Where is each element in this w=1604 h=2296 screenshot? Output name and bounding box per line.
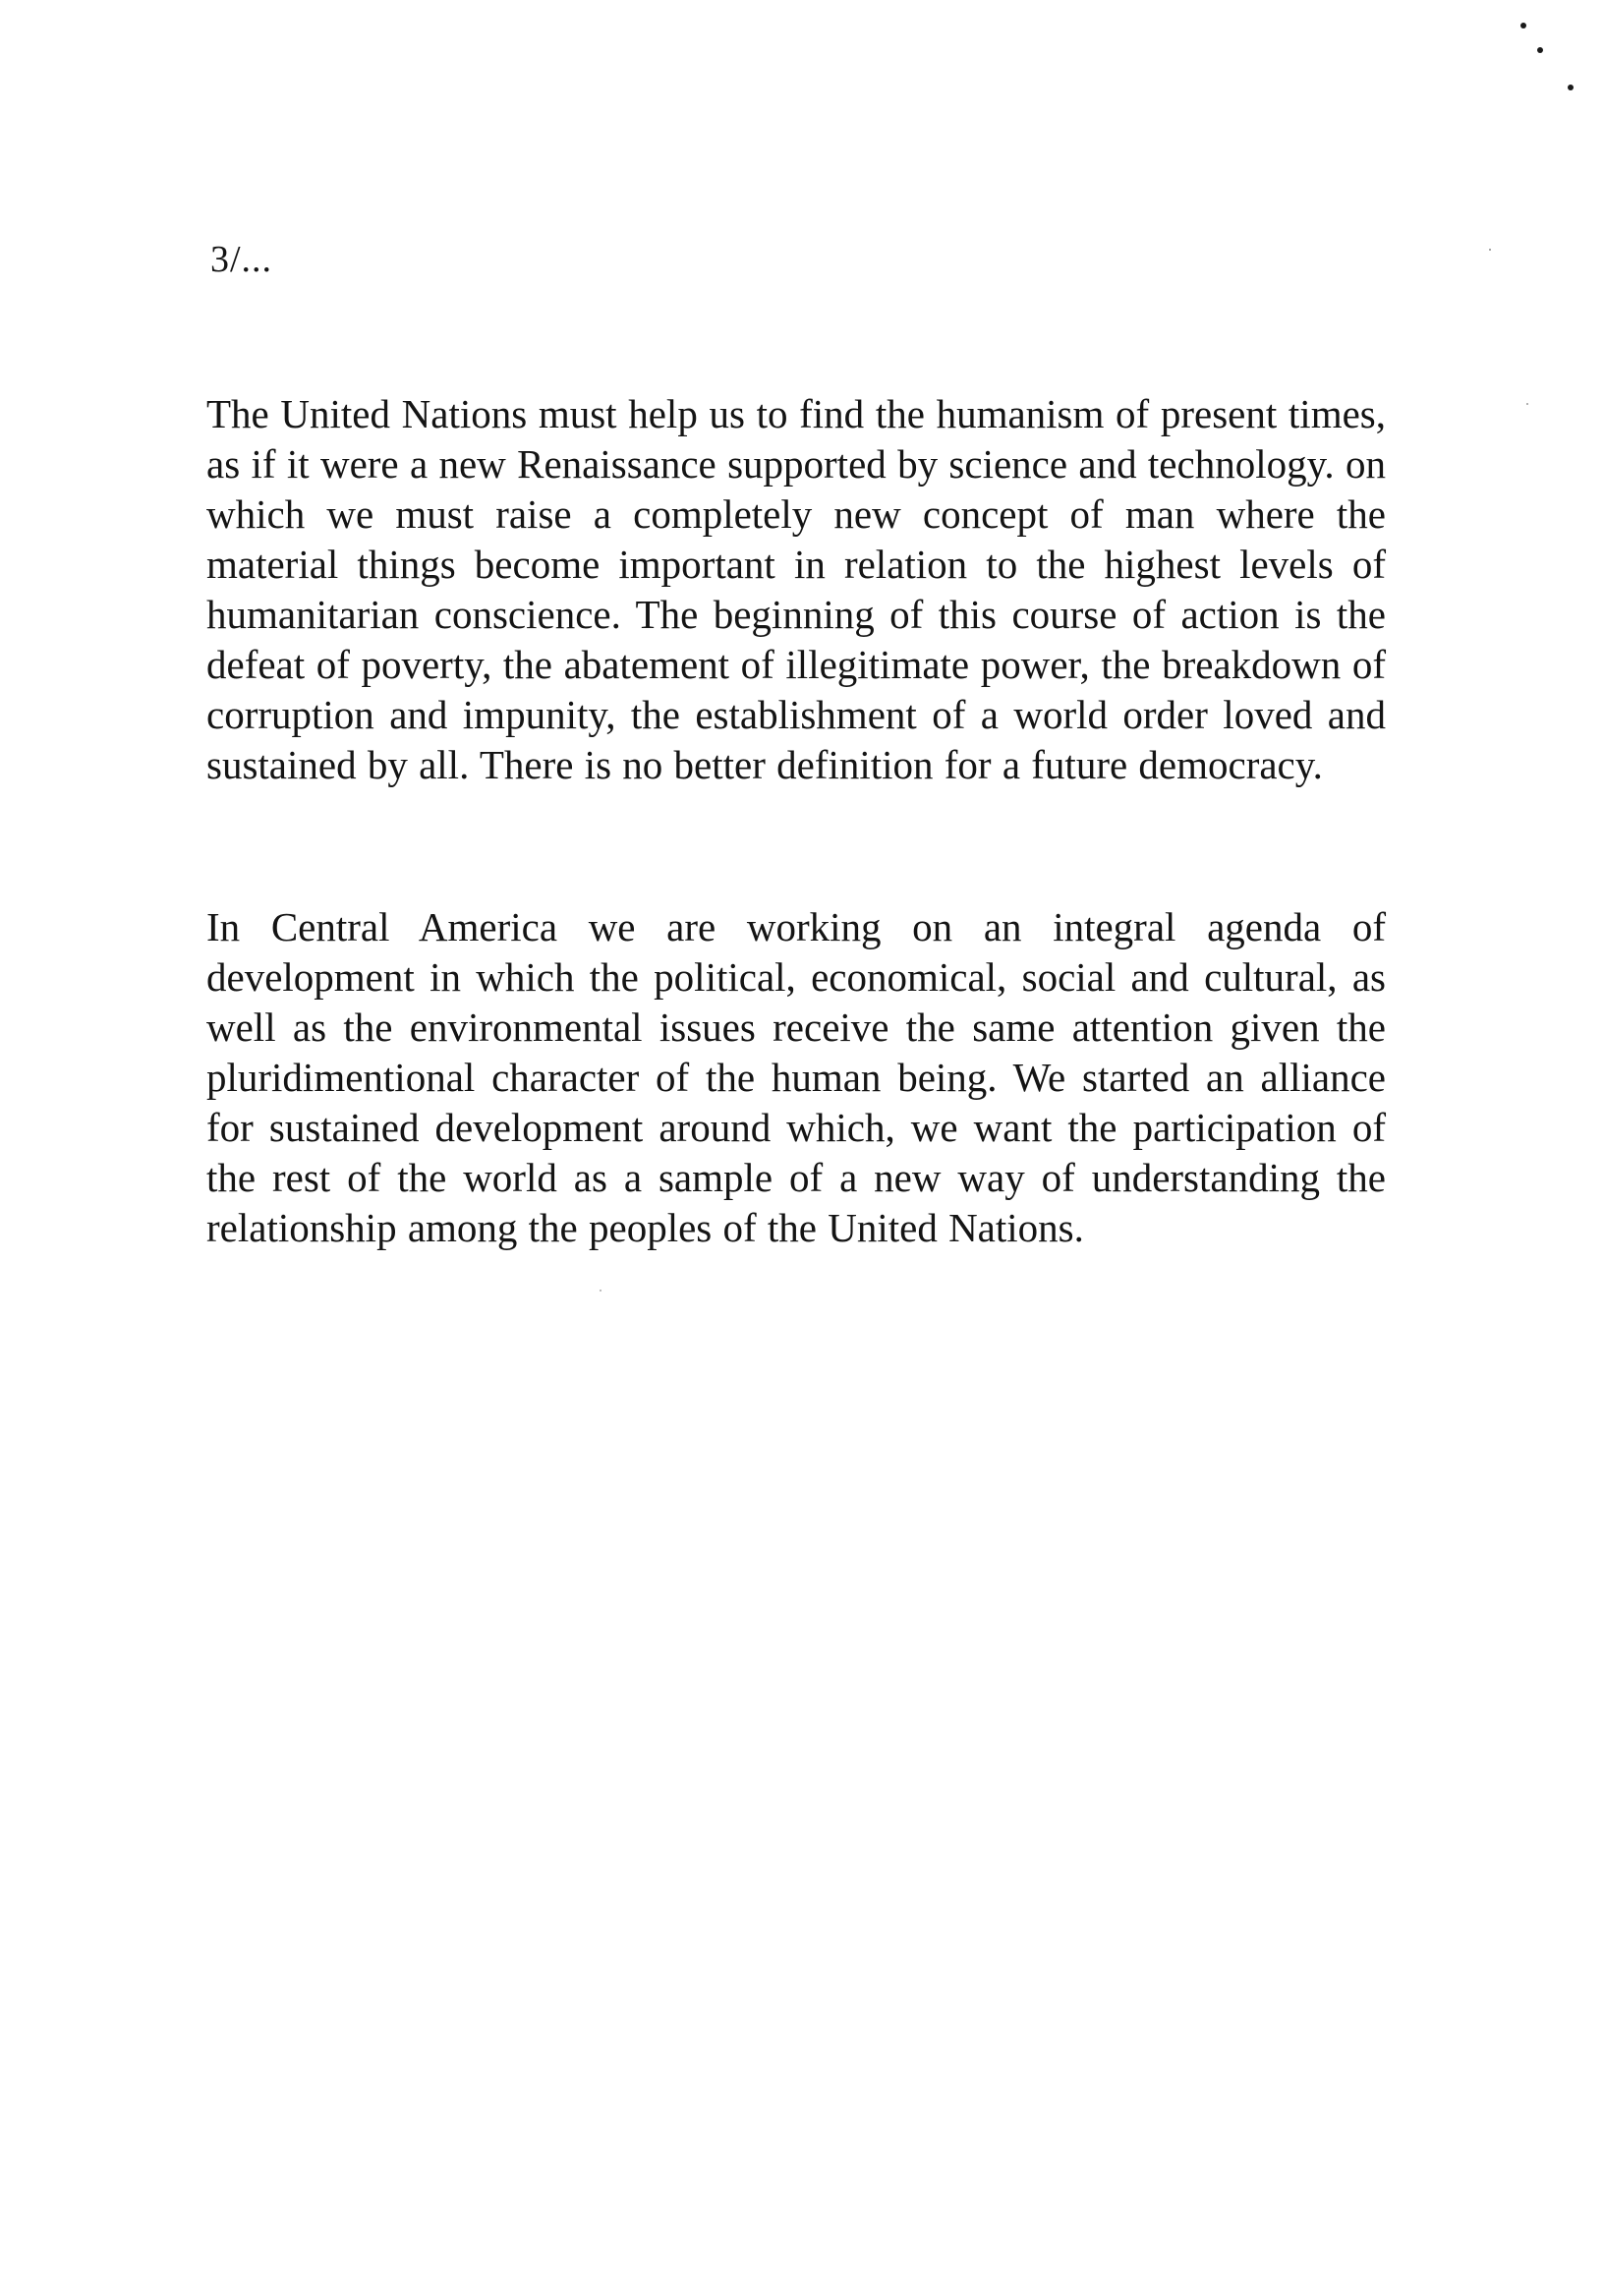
paragraph-central-america: In Central America we are working on an integral agenda of development in which the political, economical, social and cultural, as well as the environmental issues receive the same attention given the pluridimentional character of the human being. We started an alliance for sustained development around which, we want the participation of the rest of the world as a sample of a new way of understanding the relationship among the peoples of the United Nations. [206, 904, 1386, 1250]
scan-speck [600, 1290, 602, 1292]
scan-speck [1568, 85, 1574, 90]
paragraph-humanism: The United Nations must help us to find the humanism of present times, as if it were a new Renaissance supported by science and technology. on which we must raise a completely new concept of man where the material things become important in relation to the highest levels of humanitarian conscience. The beginning of this course of action is the defeat of poverty, the abatement of illegitimate power, the breakdown of corruption and impunity, the establishment of a world order loved and sustained by all. There is no better definition for a future democracy. [206, 391, 1386, 787]
scan-speck [1520, 23, 1526, 29]
page-continuation-marker: 3/... [210, 239, 273, 280]
scan-speck [1526, 403, 1528, 405]
scan-speck [1537, 47, 1543, 53]
scan-speck [1489, 249, 1491, 251]
